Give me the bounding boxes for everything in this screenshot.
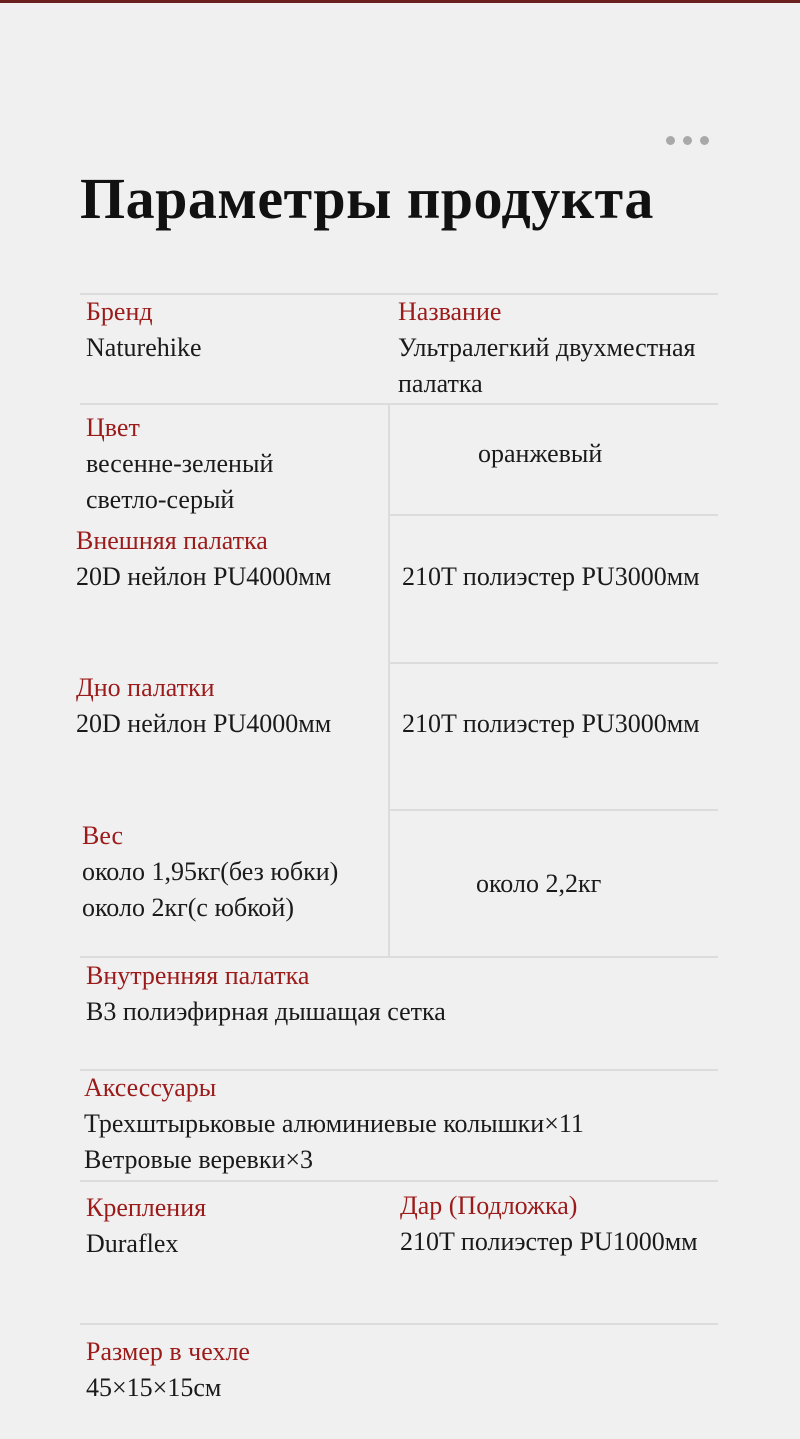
brand-value: Naturehike [86, 333, 202, 362]
gift-label: Дар (Подложка) [400, 1191, 578, 1220]
floor-right: 210T полиэстер PU3000мм [402, 709, 700, 738]
outer-tent-right: 210T полиэстер PU3000мм [402, 562, 700, 591]
top-accent-bar [0, 0, 800, 3]
inner-tent-label: Внутренняя палатка [86, 961, 310, 990]
color-right: оранжевый [478, 439, 603, 468]
weight-label: Вес [82, 821, 124, 850]
color-left-line2: светло-серый [86, 485, 235, 514]
brand-label: Бренд [86, 297, 153, 326]
name-value-line2: палатка [398, 369, 483, 398]
accessories-label: Аксессуары [84, 1073, 217, 1102]
name-label: Название [398, 297, 502, 326]
accessories-line2: Ветровые веревки×3 [84, 1145, 314, 1174]
divider [80, 1180, 718, 1182]
fasteners-value: Duraflex [86, 1229, 179, 1258]
weight-left-line1: около 1,95кг(без юбки) [82, 857, 339, 886]
dot [666, 136, 675, 145]
dot [700, 136, 709, 145]
weight-right: около 2,2кг [476, 869, 602, 898]
gift-value: 210T полиэстер PU1000мм [400, 1227, 698, 1256]
inner-tent-value: B3 полиэфирная дышащая сетка [86, 997, 446, 1026]
divider [80, 403, 718, 405]
weight-left-line2: около 2кг(с юбкой) [82, 893, 294, 922]
outer-tent-label: Внешняя палатка [76, 526, 268, 555]
divider [390, 809, 718, 811]
divider [390, 662, 718, 664]
column-divider [388, 404, 390, 956]
dot [683, 136, 692, 145]
fasteners-label: Крепления [86, 1193, 207, 1222]
page-title: Параметры продукта [80, 166, 654, 231]
color-left-line1: весенне-зеленый [86, 449, 274, 478]
outer-tent-left: 20D нейлон PU4000мм [76, 562, 332, 591]
accessories-line1: Трехштырьковые алюминиевые колышки×11 [84, 1109, 584, 1138]
divider [80, 1323, 718, 1325]
floor-left: 20D нейлон PU4000мм [76, 709, 332, 738]
divider [390, 514, 718, 516]
packed-size-label: Размер в чехле [86, 1337, 250, 1366]
floor-label: Дно палатки [76, 673, 215, 702]
more-dots-icon[interactable] [666, 136, 709, 145]
packed-size-value: 45×15×15см [86, 1373, 222, 1402]
color-label: Цвет [86, 413, 140, 442]
name-value-line1: Ультралегкий двухместная [398, 333, 696, 362]
